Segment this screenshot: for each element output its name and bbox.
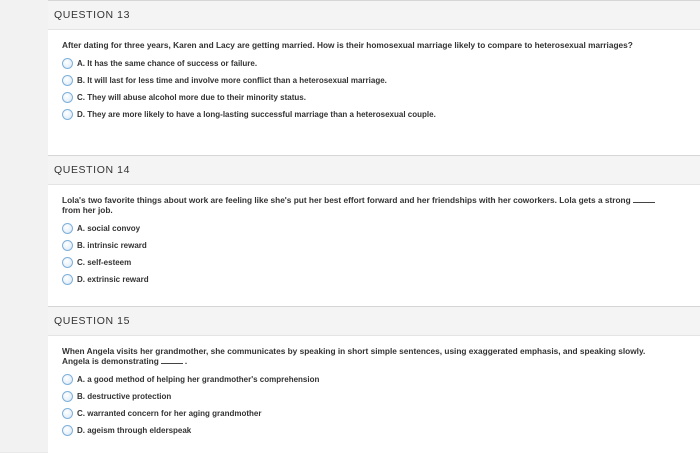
question-13-title: QUESTION 13 — [48, 1, 700, 30]
radio-button[interactable] — [62, 274, 73, 285]
question-15-text-end: . — [184, 356, 188, 366]
answer-blank — [161, 356, 183, 364]
option-label: D. extrinsic reward — [77, 275, 149, 284]
question-15-text — [62, 346, 672, 366]
radio-button[interactable] — [62, 374, 73, 385]
option-label: C. warranted concern for her aging grandmother — [77, 409, 262, 418]
radio-button[interactable] — [62, 391, 73, 402]
radio-button[interactable] — [62, 75, 73, 86]
option-label: C. self-esteem — [77, 258, 132, 267]
question-15 — [48, 306, 700, 453]
question-14-option-c[interactable] — [62, 254, 686, 271]
radio-button[interactable] — [62, 408, 73, 419]
option-label: B. intrinsic reward — [77, 241, 147, 250]
question-14-text — [62, 195, 672, 215]
question-13-option-c[interactable] — [62, 89, 686, 106]
radio-button[interactable] — [62, 109, 73, 120]
question-15-option-a[interactable] — [62, 371, 686, 388]
question-14-option-d[interactable] — [62, 271, 686, 288]
radio-button[interactable] — [62, 92, 73, 103]
option-label: D. They are more likely to have a long-lasting successful marriage than a heterosexual couple. — [77, 110, 436, 119]
option-label: A. a good method of helping her grandmother's comprehension — [77, 375, 320, 384]
radio-button[interactable] — [62, 425, 73, 436]
option-label: A. It has the same chance of success or failure. — [77, 59, 258, 68]
question-14-title: QUESTION 14 — [48, 156, 700, 185]
question-13-option-b[interactable] — [62, 72, 686, 89]
question-14-option-a[interactable] — [62, 220, 686, 237]
question-13-option-d[interactable] — [62, 106, 686, 123]
question-15-option-d[interactable] — [62, 422, 686, 439]
question-15-title: QUESTION 15 — [48, 307, 700, 336]
question-14 — [48, 155, 700, 306]
option-label: B. destructive protection — [77, 392, 172, 401]
option-label: D. ageism through elderspeak — [77, 426, 192, 435]
question-15-option-c[interactable] — [62, 405, 686, 422]
option-label: A. social convoy — [77, 224, 141, 233]
radio-button[interactable] — [62, 240, 73, 251]
question-13 — [48, 0, 700, 155]
question-14-text-start: Lola's two favorite things about work are feeling like she's put her best effort forward and her friendships with her coworkers. Lola gets a strong — [62, 195, 631, 205]
radio-button[interactable] — [62, 223, 73, 234]
question-14-option-b[interactable] — [62, 237, 686, 254]
option-label: C. They will abuse alcohol more due to their minority status. — [77, 93, 306, 102]
option-label: B. It will last for less time and involve more conflict than a heterosexual marriage. — [77, 76, 387, 85]
question-15-option-b[interactable] — [62, 388, 686, 405]
radio-button[interactable] — [62, 257, 73, 268]
answer-blank — [633, 195, 655, 203]
question-13-option-a[interactable] — [62, 55, 686, 72]
question-13-text: After dating for three years, Karen and Lacy are getting married. How is their homosexual marriage likely to compare to heterosexual marriages? — [62, 40, 633, 50]
question-14-text-end: from her job. — [62, 205, 113, 215]
question-15-text-start: When Angela visits her grandmother, she communicates by speaking in short simple sentences, using exaggerated emphasis, and speaking slowly. Angela is demonstrating — [62, 346, 646, 366]
radio-button[interactable] — [62, 58, 73, 69]
